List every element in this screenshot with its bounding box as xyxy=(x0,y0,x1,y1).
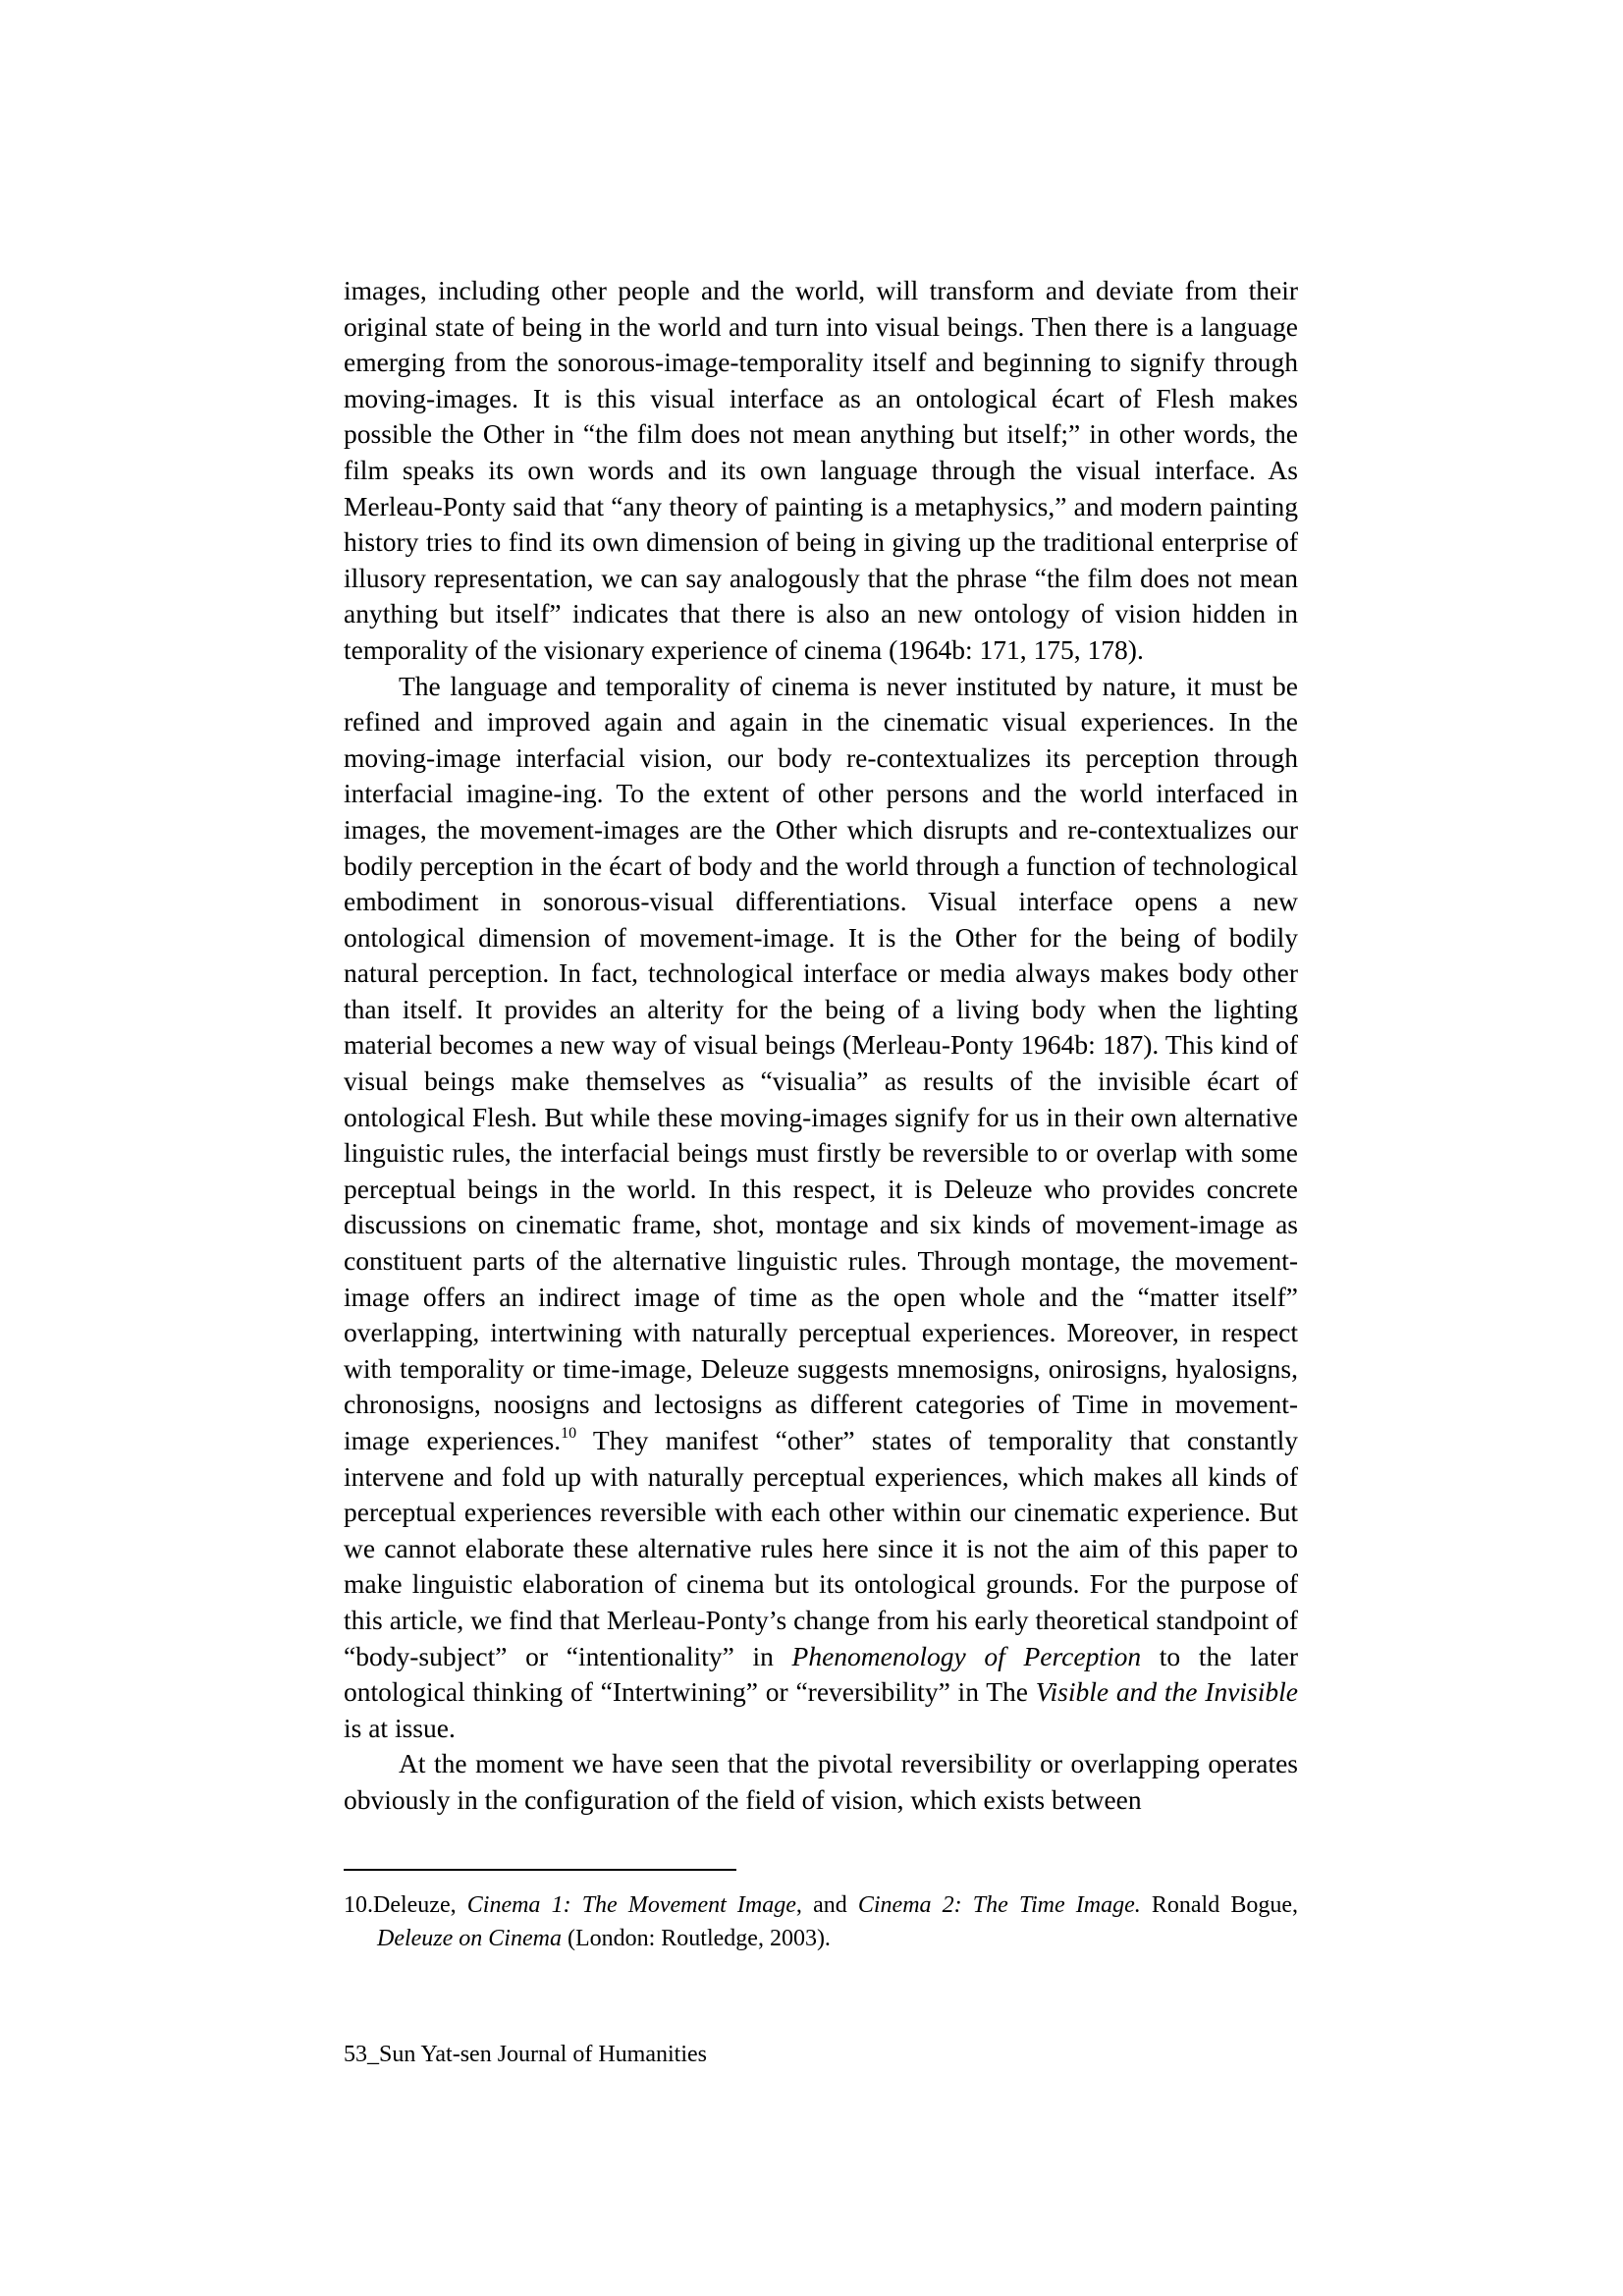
running-footer: 53_Sun Yat-sen Journal of Humanities xyxy=(344,2042,707,2067)
text-run: At the moment we have seen that the pivotal reversibility or overlapping operates obviously in the configuration of the field of vision, which exists between xyxy=(344,1748,1298,1815)
paragraph-2 xyxy=(344,669,1298,1747)
italic-text: Cinema 2: The Time Image. xyxy=(857,1892,1141,1918)
body-text xyxy=(344,273,1298,1819)
text-run: to the later ontological thinking of “Intertwining” or “reversibility” in The xyxy=(344,1640,1298,1708)
text-run: images, including other people and the world, will transform and deviate from their original state of being in the world and turn into visual beings. Then there is a language emerging from the sonorous-image-temporality itself and beginning to signify through moving-images. It is this visual interface as an ontological écart of Flesh makes possible the Other in “the film does not mean anything but itself;” in other words, the film speaks its own words and its own language through the visual interface. As Merleau-Ponty said that “any theory of painting is a metaphysics,” and modern painting history tries to find its own dimension of being in giving up the traditional enterprise of illusory representation, we can say analogously that the phrase “the film does not mean anything but itself” indicates that there is also an new ontology of vision hidden in temporality of the visionary experience of cinema (1964b: 171, 175, 178). xyxy=(344,275,1298,665)
text-run: is at issue. xyxy=(344,1712,456,1743)
italic-text: Phenomenology of Perception xyxy=(791,1640,1142,1671)
paragraph-3 xyxy=(344,1746,1298,1818)
footnote-ref-10: 10 xyxy=(561,1425,577,1442)
text-run: The language and temporality of cinema is never instituted by nature, it must be refined and improved again and again in the cinematic visual experiences. In the moving-image interfacial vision, our body re-contextualizes its perception through interfacial imagine-ing. To the extent of other persons and the world interfaced in images, the movement-images are the Other which disrupts and re-contextualizes our bodily perception in the écart of body and the world through a function of technological embodiment in sonorous-visual differentiations. Visual interface opens a new ontological dimension of movement-image. It is the Other for the being of bodily natural perception. In fact, technological interface or media always makes body other than itself. It provides an alterity for the being of a living body when the lighting material becomes a new way of visual beings (Merleau-Ponty 1964b: 187). This kind of visual beings make themselves as “visualia” as results of the invisible écart of ontological Flesh. But while these moving-images signify for us in their own alternative linguistic rules, the interfacial beings must firstly be reversible to or overlap with some perceptual beings in the world. In this respect, it is Deleuze who provides concrete discussions on cinematic frame, shot, montage and six kinds of movement-image as constituent parts of the alternative linguistic rules. Through montage, the movement-image offers an indirect image of time as the open whole and the “matter itself” overlapping, intertwining with naturally perceptual experiences. Moreover, in respect with temporality or time-image, Deleuze suggests mnemosigns, onirosigns, hyalosigns, chronosigns, noosigns and lectosigns as different categories of Time in movement-image experiences. xyxy=(344,670,1298,1455)
footnote-10 xyxy=(344,1888,1298,1955)
text-run: They manifest “other” states of temporality that constantly intervene and fold up with naturally perceptual experiences, which makes all kinds of perceptual experiences reversible with each other within our cinematic experience. But we cannot elaborate these alternative rules here since it is not the aim of this paper to make linguistic elaboration of cinema but its ontological grounds. For the purpose of this article, we find that Merleau-Ponty’s change from his early theoretical standpoint of “body-subject” or “intentionality” in xyxy=(344,1425,1298,1671)
text-run: Ronald Bogue, xyxy=(1140,1892,1299,1918)
italic-text: Deleuze on Cinema xyxy=(377,1926,562,1951)
text-run: (London: Routledge, 2003). xyxy=(561,1926,831,1951)
italic-text: Cinema 1: The Movement Image xyxy=(466,1892,796,1918)
footnote-separator xyxy=(344,1869,736,1871)
text-run: 10.Deleuze, xyxy=(344,1892,467,1918)
italic-text: Visible and the Invisible xyxy=(1035,1676,1298,1708)
text-run: , and xyxy=(795,1892,858,1918)
paragraph-1 xyxy=(344,273,1298,669)
footnote xyxy=(344,1888,1298,1955)
